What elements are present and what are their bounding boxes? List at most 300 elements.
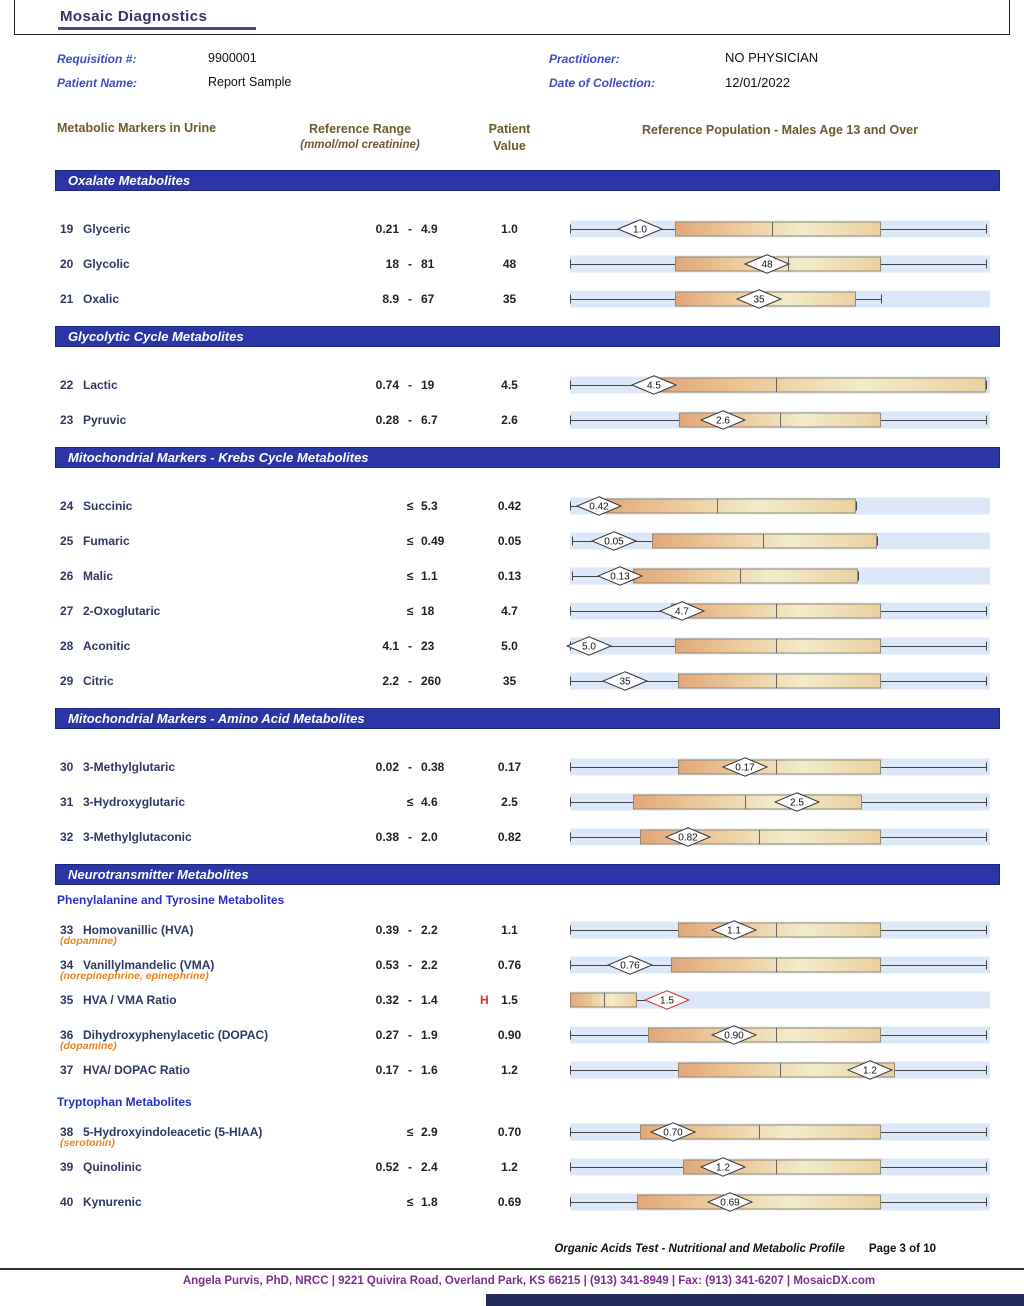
patient-marker-value: 35 [753, 294, 765, 306]
patient-marker-value: 0.76 [620, 960, 640, 972]
marker-name: Glycolic [83, 256, 130, 271]
plot-box [652, 533, 877, 548]
marker-row [55, 912, 1024, 947]
range-separator: - [408, 291, 412, 306]
population-plot [570, 982, 990, 1017]
marker-number: 32 [60, 829, 74, 844]
population-plot [570, 947, 990, 982]
range-high: 0.49 [421, 533, 445, 548]
plot-median [776, 922, 777, 937]
range-high: 81 [421, 256, 435, 271]
marker-name-cell [55, 1052, 327, 1087]
patient-value: 0.05 [497, 533, 522, 548]
marker-name-cell [55, 749, 327, 784]
range-high: 18 [421, 603, 435, 618]
plot-whisker-cap [570, 606, 571, 615]
plot-whisker-cap [986, 606, 987, 615]
reference-range-cell [327, 1028, 467, 1042]
marker-label-line [60, 637, 130, 655]
marker-number: 36 [60, 1027, 74, 1042]
population-plot [570, 784, 990, 819]
plot-whisker-cap [570, 832, 571, 841]
marker-label-line [60, 1193, 142, 1211]
patient-value-cell [467, 604, 552, 618]
marker-sublabel: (dopamine) [60, 935, 117, 947]
plot-whisker-cap [986, 925, 987, 934]
patient-value: 0.42 [497, 498, 522, 513]
plot-whisker-cap [570, 1065, 571, 1074]
patient-marker-value: 0.13 [610, 571, 631, 583]
section-banner: Mitochondrial Markers - Amino Acid Metabolites [55, 708, 1000, 729]
range-separator: ≤ [406, 498, 414, 513]
range-separator: - [408, 759, 412, 774]
plot-whisker-cap [986, 676, 987, 685]
marker-number: 39 [60, 1159, 74, 1174]
plot-box [599, 498, 855, 513]
patient-marker-diamond [700, 410, 746, 430]
marker-row [55, 819, 1024, 854]
patient-value-cell [467, 534, 552, 548]
bottom-bar [0, 1294, 1024, 1306]
plot-whisker-cap [986, 1127, 987, 1136]
plot-whisker-cap [986, 960, 987, 969]
marker-row [55, 1017, 1024, 1052]
range-header-units: (mmol/mol creatinine) [300, 138, 420, 151]
range-low: 0.17 [375, 1062, 399, 1077]
patient-value: 2.6 [501, 412, 518, 427]
range-high: 2.4 [421, 1159, 438, 1174]
patient-marker-diamond [744, 254, 790, 274]
plot-median [776, 638, 777, 653]
plot-whisker-cap [986, 1030, 987, 1039]
plot-whisker-cap [986, 259, 987, 268]
range-separator: - [408, 673, 412, 688]
marker-name-cell [55, 1017, 327, 1052]
range-low: 0.39 [375, 922, 399, 937]
patient-value-cell [467, 499, 552, 513]
patient-value: 2.5 [501, 794, 518, 809]
footer-contact: Angela Purvis, PhD, NRCC | 9221 Quivira Road, Overland Park, KS 66215 | (913) 341-8949 | Fax: (913) 341-6207 | MosaicDX.com [182, 1275, 876, 1287]
range-separator: - [408, 638, 412, 653]
marker-row [55, 784, 1024, 819]
population-plot [570, 367, 990, 402]
marker-row [55, 593, 1024, 628]
range-low: 0.38 [375, 829, 399, 844]
patient-marker-value: 0.42 [589, 501, 610, 513]
population-plot [570, 211, 990, 246]
plot-whisker-cap [572, 571, 573, 580]
patient-name-value: Report Sample [208, 75, 292, 89]
patient-value-cell [467, 292, 552, 306]
population-plot [570, 819, 990, 854]
reference-range-cell [327, 534, 467, 548]
patient-value-cell [467, 830, 552, 844]
patient-value-cell [467, 639, 552, 653]
range-separator: - [408, 221, 412, 236]
marker-number: 22 [60, 377, 74, 392]
range-separator: - [408, 377, 412, 392]
range-high: 19 [421, 377, 435, 392]
patient-value: 4.7 [501, 603, 518, 618]
marker-label-line [60, 411, 126, 429]
patient-marker-value: 2.5 [789, 797, 804, 809]
range-high: 260 [421, 673, 442, 688]
plot-median [780, 1062, 781, 1077]
patient-marker-diamond [774, 792, 820, 812]
marker-number: 30 [60, 759, 74, 774]
marker-number: 26 [60, 568, 74, 583]
range-low: 0.28 [375, 412, 399, 427]
range-separator: - [408, 412, 412, 427]
patient-marker-value: 1.2 [716, 1162, 731, 1174]
patient-marker-diamond [736, 289, 782, 309]
population-plot [570, 488, 990, 523]
plot-median [745, 794, 746, 809]
patient-value: 0.76 [497, 957, 522, 972]
patient-value-cell [467, 760, 552, 774]
plot-median [776, 603, 777, 618]
range-low: 18 [385, 256, 399, 271]
patient-value: 1.0 [501, 221, 518, 236]
marker-name: Lactic [83, 377, 118, 392]
marker-number: 40 [60, 1194, 74, 1209]
plot-median [717, 498, 718, 513]
marker-number: 23 [60, 412, 74, 427]
plot-median [772, 221, 773, 236]
marker-row [55, 1184, 1024, 1219]
patient-value: 0.69 [497, 1194, 522, 1209]
marker-name: Dihydroxyphenylacetic (DOPAC) [83, 1027, 269, 1042]
report-title: Organic Acids Test - Nutritional and Metabolic Profile [554, 1243, 845, 1255]
marker-label-line [60, 793, 185, 811]
range-separator: ≤ [406, 568, 414, 583]
marker-name: Fumaric [83, 533, 130, 548]
patient-marker-value: 1.1 [726, 925, 741, 937]
plot-whisker-cap [570, 676, 571, 685]
plot-whisker-cap [986, 1162, 987, 1171]
brand-logo: Mosaic Diagnostics [60, 8, 208, 25]
patient-value-cell [467, 958, 552, 972]
plot-box [678, 922, 881, 937]
marker-name: HVA/ DOPAC Ratio [83, 1062, 190, 1077]
patient-marker-diamond [707, 1192, 753, 1212]
range-high: 23 [421, 638, 435, 653]
patient-marker-diamond [576, 496, 622, 516]
marker-row [55, 1114, 1024, 1149]
patient-marker-diamond [602, 671, 648, 691]
patient-value-cell [467, 993, 552, 1007]
plot-median [776, 1159, 777, 1174]
range-high: 2.2 [421, 922, 438, 937]
marker-row [55, 663, 1024, 698]
plot-whisker-cap [986, 832, 987, 841]
patient-marker-value: 1.5 [659, 995, 674, 1007]
patient-value-cell [467, 222, 552, 236]
marker-number: 37 [60, 1062, 74, 1077]
range-separator: ≤ [406, 794, 414, 809]
plot-whisker-cap [986, 380, 987, 389]
plot-median [776, 377, 777, 392]
bottom-bar-dark [486, 1294, 1024, 1306]
range-low: 0.32 [375, 992, 399, 1007]
marker-name-cell [55, 912, 327, 947]
patient-marker-value: 0.70 [663, 1127, 683, 1139]
marker-label-line [60, 567, 113, 585]
collection-date-label: Date of Collection: [549, 76, 656, 90]
reference-range-cell [327, 639, 467, 653]
population-plot [570, 749, 990, 784]
plot-median [776, 759, 777, 774]
range-low: 0.74 [375, 377, 399, 392]
range-high: 4.6 [421, 794, 438, 809]
marker-label-line [60, 758, 175, 776]
marker-label-line [60, 828, 192, 846]
marker-name-cell [55, 982, 327, 1017]
marker-row [55, 523, 1024, 558]
plot-whisker-cap [986, 1065, 987, 1074]
marker-row [55, 1052, 1024, 1087]
plot-whisker-cap [986, 1197, 987, 1206]
marker-name-cell [55, 1149, 327, 1184]
metabolite-group-heading: Tryptophan Metabolites [57, 1095, 192, 1109]
plot-whisker-cap [858, 571, 859, 580]
marker-row [55, 281, 1024, 316]
metabolite-group-heading: Phenylalanine and Tyrosine Metabolites [57, 893, 285, 907]
plot-whisker-cap [570, 797, 571, 806]
patient-marker-value: 4.7 [675, 606, 690, 618]
patient-value: 48 [502, 256, 517, 271]
patient-value: 1.2 [501, 1062, 518, 1077]
section-banner: Mitochondrial Markers - Krebs Cycle Metabolites [55, 447, 1000, 468]
plot-whisker-cap [570, 415, 571, 424]
range-separator: ≤ [406, 533, 414, 548]
patient-marker-diamond [631, 375, 677, 395]
range-separator: - [408, 992, 412, 1007]
plot-median [763, 533, 764, 548]
patient-value-cell [467, 1063, 552, 1077]
marker-name-cell [55, 1184, 327, 1219]
marker-number: 25 [60, 533, 74, 548]
marker-row [55, 402, 1024, 437]
marker-row [55, 947, 1024, 982]
marker-name-cell [55, 1114, 327, 1149]
patient-marker-value: 1.0 [633, 224, 648, 236]
plot-whisker-cap [570, 1162, 571, 1171]
range-separator: - [408, 922, 412, 937]
plot-whisker-cap [986, 224, 987, 233]
reference-range-cell [327, 1125, 467, 1139]
population-plot [570, 402, 990, 437]
patient-header-line1: Patient [488, 122, 531, 136]
patient-marker-value: 5.0 [581, 641, 596, 653]
marker-name-cell [55, 523, 327, 558]
patient-marker-diamond [711, 1025, 757, 1045]
range-low: 2.2 [382, 673, 399, 688]
population-plot [570, 593, 990, 628]
column-header-population: Reference Population - Males Age 13 and Over [641, 123, 918, 137]
patient-value-cell [467, 569, 552, 583]
marker-number: 24 [60, 498, 74, 513]
plot-whisker-cap [570, 762, 571, 771]
range-low: 8.9 [382, 291, 399, 306]
plot-whisker-cap [570, 1197, 571, 1206]
patient-value-cell [467, 674, 552, 688]
collection-date-value: 12/01/2022 [725, 75, 791, 90]
rows-gap [0, 729, 1024, 749]
reference-range-cell [327, 604, 467, 618]
patient-value-cell [467, 795, 552, 809]
marker-number: 28 [60, 638, 74, 653]
high-flag: H [480, 992, 489, 1007]
patient-marker-value: 2.6 [716, 415, 731, 427]
marker-name-cell [55, 663, 327, 698]
population-plot [570, 912, 990, 947]
patient-value: 1.1 [501, 922, 518, 937]
marker-label-line [60, 376, 118, 394]
column-header-patient [467, 121, 552, 155]
plot-median [759, 829, 760, 844]
range-low: 0.27 [375, 1027, 399, 1042]
plot-whisker-cap [986, 797, 987, 806]
marker-name: 3-Methylglutaconic [83, 829, 192, 844]
patient-name-label: Patient Name: [57, 76, 138, 90]
population-plot [570, 558, 990, 593]
marker-sublabel: (norepinephrine, epinephrine) [60, 970, 209, 982]
reference-range-cell [327, 923, 467, 937]
reference-range-cell [327, 499, 467, 513]
plot-whisker-cap [570, 501, 571, 510]
rows-gap [0, 191, 1024, 211]
marker-sublabel: (dopamine) [60, 1040, 117, 1052]
plot-median [604, 992, 605, 1007]
marker-name: Kynurenic [83, 1194, 142, 1209]
patient-value: 35 [502, 673, 517, 688]
section-5 [0, 864, 1024, 1219]
range-separator: - [408, 957, 412, 972]
population-plot [570, 281, 990, 316]
population-plot [570, 1149, 990, 1184]
marker-name-cell [55, 281, 327, 316]
plot-whisker-cap [570, 259, 571, 268]
patient-marker-value: 0.69 [719, 1197, 740, 1209]
marker-row [55, 558, 1024, 593]
range-separator: ≤ [406, 1124, 414, 1139]
plot-box [675, 638, 881, 653]
range-separator: - [408, 1159, 412, 1174]
population-plot [570, 1017, 990, 1052]
requisition-value: 9900001 [208, 51, 257, 65]
column-header-range [285, 121, 435, 153]
range-high: 2.0 [421, 829, 438, 844]
marker-name: Aconitic [83, 638, 131, 653]
range-separator: - [408, 829, 412, 844]
patient-marker-diamond [617, 219, 663, 239]
marker-name-cell [55, 367, 327, 402]
footer-report-line [0, 1243, 936, 1255]
requisition-label: Requisition #: [57, 52, 137, 66]
reference-range-cell [327, 1160, 467, 1174]
marker-number: 31 [60, 794, 74, 809]
patient-value-cell [467, 1160, 552, 1174]
marker-label-line [60, 1158, 142, 1176]
plot-median [776, 1027, 777, 1042]
range-separator: ≤ [406, 1194, 414, 1209]
plot-box [658, 377, 986, 392]
section-4 [0, 708, 1024, 854]
plot-median [776, 957, 777, 972]
marker-name: 5-Hydroxyindoleacetic (5-HIAA) [83, 1124, 263, 1139]
plot-whisker-cap [986, 415, 987, 424]
plot-whisker-cap [570, 380, 571, 389]
range-high: 2.9 [421, 1124, 438, 1139]
range-high: 1.8 [421, 1194, 438, 1209]
marker-name-cell [55, 211, 327, 246]
patient-marker-value: 0.90 [724, 1030, 744, 1042]
patient-value-cell [467, 1125, 552, 1139]
population-plot [570, 1114, 990, 1149]
marker-name: Malic [83, 568, 114, 583]
range-high: 1.4 [421, 992, 438, 1007]
range-low: 0.21 [375, 221, 399, 236]
plot-median [759, 1124, 760, 1139]
plot-box [633, 568, 858, 583]
patient-marker-value: 0.05 [604, 536, 624, 548]
range-high: 1.1 [421, 568, 438, 583]
marker-number: 29 [60, 673, 74, 688]
marker-name: 2-Oxoglutaric [83, 603, 161, 618]
plot-box [678, 673, 881, 688]
plot-median [740, 568, 741, 583]
marker-name: 3-Hydroxyglutaric [83, 794, 186, 809]
marker-name: Oxalic [83, 291, 120, 306]
range-separator: - [408, 1062, 412, 1077]
marker-name: Glyceric [83, 221, 131, 236]
patient-value-cell [467, 1028, 552, 1042]
marker-label-line [60, 220, 130, 238]
marker-label-line [60, 532, 130, 550]
section-3 [0, 447, 1024, 698]
marker-number: 20 [60, 256, 74, 271]
marker-label-line [60, 602, 160, 620]
plot-box [637, 1194, 881, 1209]
patient-marker-value: 48 [761, 259, 773, 271]
reference-range-cell [327, 760, 467, 774]
marker-name: HVA / VMA Ratio [83, 992, 177, 1007]
marker-name-cell [55, 784, 327, 819]
range-high: 6.7 [421, 412, 438, 427]
patient-marker-diamond [591, 531, 637, 551]
marker-row [55, 367, 1024, 402]
marker-label-line [60, 1061, 190, 1079]
plot-whisker-cap [570, 1127, 571, 1136]
range-low: 0.02 [375, 759, 399, 774]
marker-row [55, 1149, 1024, 1184]
patient-marker-value: 0.82 [677, 832, 698, 844]
reference-range-cell [327, 222, 467, 236]
patient-marker-value: 1.2 [863, 1065, 878, 1077]
marker-row [55, 246, 1024, 281]
patient-value: 0.90 [497, 1027, 522, 1042]
section-1 [0, 170, 1024, 316]
plot-whisker-cap [570, 960, 571, 969]
marker-sublabel: (serotonin) [60, 1137, 115, 1149]
plot-whisker-cap [570, 224, 571, 233]
section-2 [0, 326, 1024, 437]
reference-range-cell [327, 292, 467, 306]
reference-range-cell [327, 1063, 467, 1077]
section-banner: Glycolytic Cycle Metabolites [55, 326, 1000, 347]
population-plot [570, 628, 990, 663]
